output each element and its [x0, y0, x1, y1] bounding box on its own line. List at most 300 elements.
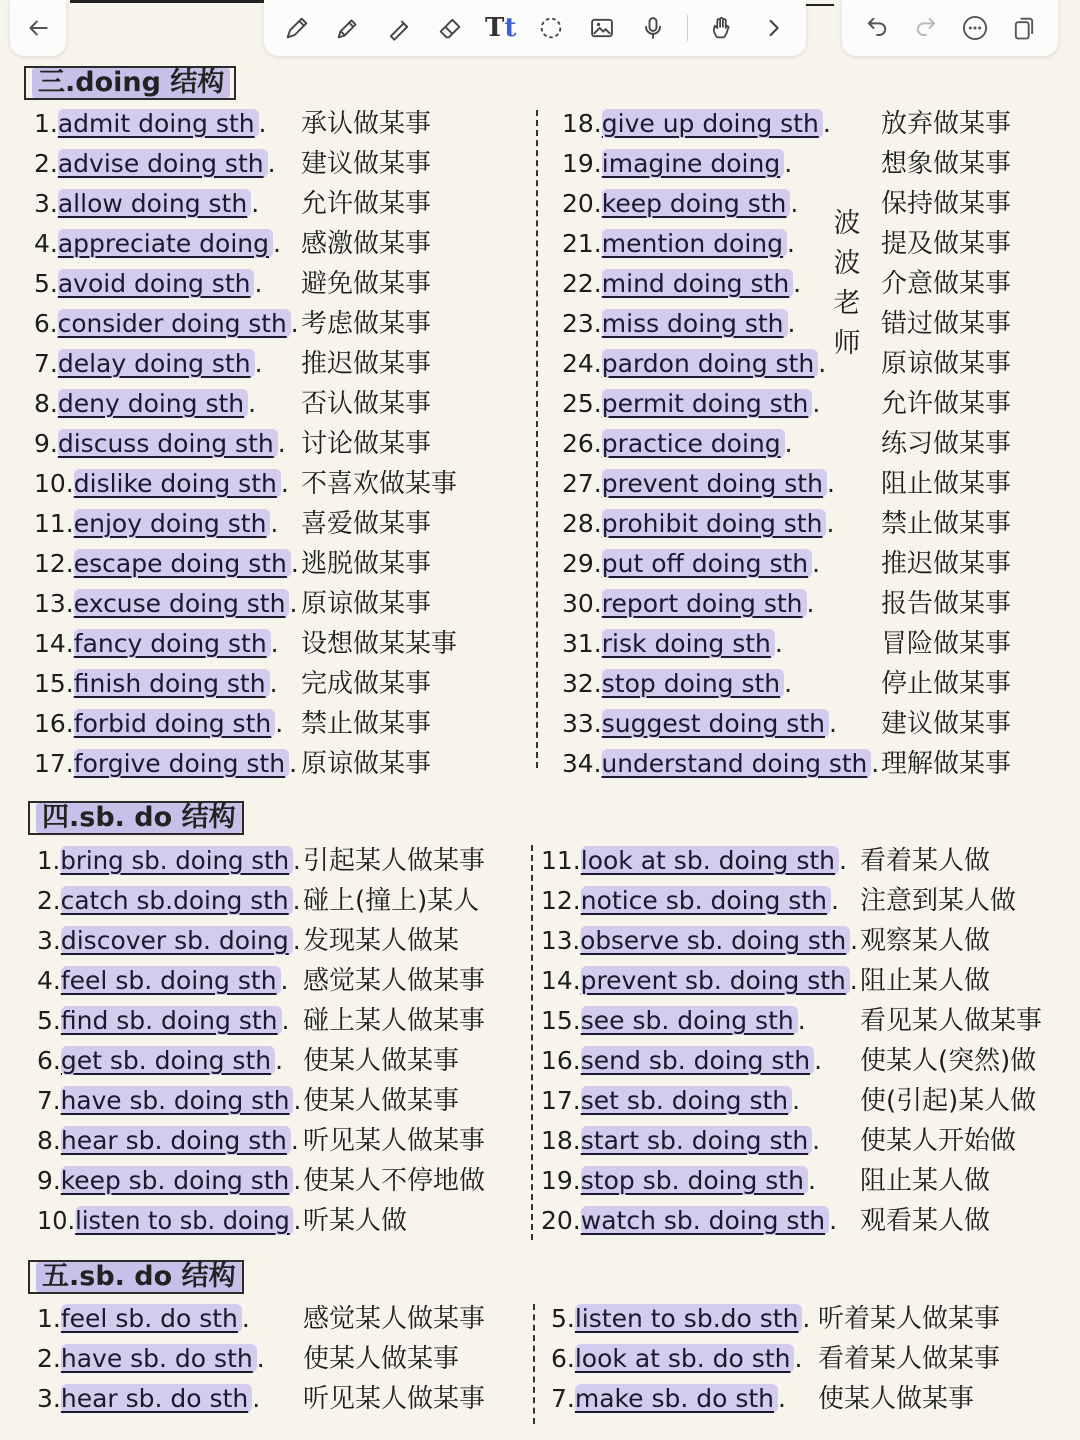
item-period: .	[807, 1166, 816, 1195]
list-item	[37, 1339, 265, 1379]
item-period: .	[289, 749, 298, 778]
item-number: 12.	[34, 549, 74, 578]
list-item	[562, 104, 831, 144]
item-number: 7.	[34, 349, 58, 378]
item-number: 6.	[551, 1344, 575, 1373]
item-meaning: 停止做某事	[881, 669, 1012, 699]
list-item	[37, 1201, 301, 1241]
item-number: 13.	[34, 589, 74, 618]
item-period: .	[778, 1384, 786, 1413]
item-period: .	[812, 1126, 821, 1155]
toolbar-separator	[687, 15, 688, 41]
item-phrase: discuss doing sth	[58, 429, 278, 458]
list-item	[551, 1379, 786, 1419]
item-phrase: have sb. doing sth	[61, 1086, 294, 1115]
item-period: .	[806, 589, 815, 618]
item-phrase: advise doing sth	[58, 149, 268, 178]
item-meaning: 逃脱做某事	[301, 549, 432, 579]
item-meaning: 介意做某事	[881, 269, 1012, 299]
item-period: .	[248, 389, 257, 418]
list-item	[37, 841, 301, 881]
list-item	[541, 1081, 800, 1121]
item-period: .	[774, 629, 783, 658]
item-meaning: 设想做某某事	[301, 629, 458, 659]
item-number: 11.	[34, 509, 74, 538]
item-phrase: mention doing	[602, 229, 787, 258]
item-meaning: 碰上某人做某事	[303, 1006, 486, 1036]
item-number: 26.	[562, 429, 602, 458]
item-period: .	[256, 1344, 265, 1373]
list-item	[34, 224, 281, 264]
item-number: 3.	[37, 926, 61, 955]
item-meaning: 报告做某事	[881, 589, 1012, 619]
item-period: .	[254, 349, 263, 378]
item-period: .	[829, 1206, 838, 1235]
list-item	[541, 841, 847, 881]
item-meaning: 感觉某人做某事	[303, 966, 486, 996]
item-phrase: prohibit doing sth	[602, 509, 827, 538]
item-number: 14.	[34, 629, 74, 658]
arrow-left-icon	[25, 15, 51, 41]
list-item	[34, 424, 286, 464]
list-item	[37, 1379, 260, 1419]
item-meaning: 建议做某事	[301, 149, 432, 179]
item-meaning: 原谅做某事	[881, 349, 1012, 379]
pen-icon	[283, 14, 311, 42]
note-char: 老	[833, 288, 861, 319]
item-period: .	[292, 926, 301, 955]
image-tool-button[interactable]	[585, 11, 619, 45]
item-period: .	[793, 269, 802, 298]
item-phrase: notice sb. doing sth	[581, 886, 831, 915]
item-phrase: avoid doing sth	[58, 269, 255, 298]
item-phrase: find sb. doing sth	[61, 1006, 282, 1035]
item-period: .	[280, 469, 289, 498]
item-meaning: 讨论做某事	[301, 429, 432, 459]
pages-icon	[1010, 14, 1038, 42]
item-period: .	[822, 109, 831, 138]
item-phrase: send sb. doing sth	[581, 1046, 814, 1075]
item-meaning: 允许做某事	[881, 389, 1012, 419]
undo-button[interactable]	[860, 11, 894, 45]
item-phrase: escape doing sth	[74, 549, 291, 578]
author-vertical-note	[832, 204, 862, 364]
item-number: 5.	[37, 1006, 61, 1035]
item-period: .	[293, 846, 301, 875]
item-meaning: 允许做某事	[301, 189, 432, 219]
hand-draw-tool-button[interactable]	[705, 11, 739, 45]
item-number: 6.	[34, 309, 58, 338]
item-number: 13.	[541, 926, 581, 955]
item-phrase: enjoy doing sth	[74, 509, 271, 538]
item-period: .	[790, 189, 799, 218]
list-item	[562, 424, 793, 464]
item-number: 7.	[551, 1384, 575, 1413]
note-char: 师	[833, 328, 861, 359]
highlighter-tool-button[interactable]	[382, 11, 416, 45]
item-meaning: 承认做某事	[301, 109, 432, 139]
item-number: 2.	[34, 149, 58, 178]
item-meaning: 碰上(撞上)某人	[303, 886, 480, 916]
item-period: .	[826, 509, 835, 538]
document-actions	[842, 0, 1058, 56]
list-item	[34, 544, 299, 584]
item-period: .	[784, 149, 793, 178]
item-phrase: have sb. do sth	[61, 1344, 257, 1373]
item-period: .	[289, 589, 298, 618]
list-item	[34, 744, 297, 784]
item-meaning: 使某人开始做	[860, 1126, 1017, 1156]
item-number: 1.	[34, 109, 58, 138]
item-phrase: practice doing	[602, 429, 785, 458]
item-number: 19.	[562, 149, 602, 178]
item-meaning: 完成做某事	[301, 669, 432, 699]
item-phrase: understand doing sth	[602, 749, 872, 778]
item-meaning: 使某人做某事	[303, 1046, 460, 1076]
item-number: 12.	[541, 886, 581, 915]
list-item	[562, 184, 798, 224]
back-button[interactable]	[10, 0, 66, 56]
item-period: .	[293, 1166, 302, 1195]
item-meaning: 听着某人做某事	[818, 1304, 1001, 1334]
list-item	[34, 104, 267, 144]
item-period: .	[828, 709, 837, 738]
pen-tool-button[interactable]	[280, 11, 314, 45]
column-divider	[536, 110, 538, 768]
list-item	[562, 744, 879, 784]
item-meaning: 看着某人做	[860, 846, 991, 876]
list-item	[562, 544, 820, 584]
item-number: 1.	[37, 1304, 61, 1333]
item-phrase: delay doing sth	[58, 349, 255, 378]
item-phrase: feel sb. doing sth	[61, 966, 281, 995]
item-period: .	[787, 229, 795, 258]
section-header-doing	[24, 66, 236, 100]
item-number: 8.	[37, 1126, 61, 1155]
item-period: .	[812, 549, 821, 578]
item-phrase: feel sb. do sth	[61, 1304, 242, 1333]
item-meaning: 喜爱做某事	[301, 509, 432, 539]
item-number: 19.	[541, 1166, 581, 1195]
list-item	[541, 881, 839, 921]
list-item	[562, 504, 834, 544]
hand-draw-icon	[708, 14, 736, 42]
item-number: 3.	[34, 189, 58, 218]
list-item	[34, 504, 278, 544]
item-meaning: 避免做某事	[301, 269, 432, 299]
column-divider	[533, 1304, 535, 1424]
item-period: .	[818, 349, 827, 378]
item-meaning: 发现某人做某	[303, 926, 460, 956]
item-phrase: dislike doing sth	[74, 469, 281, 498]
item-period: .	[270, 509, 279, 538]
item-meaning: 不喜欢做某事	[301, 469, 458, 499]
list-item	[541, 1201, 837, 1241]
eraser-icon	[436, 14, 464, 42]
item-phrase: mind doing sth	[602, 269, 793, 298]
list-item	[562, 624, 783, 664]
item-period: .	[254, 269, 263, 298]
item-number: 15.	[34, 669, 74, 698]
list-item	[562, 144, 792, 184]
item-number: 16.	[34, 709, 74, 738]
item-period: .	[293, 1086, 302, 1115]
list-item	[562, 664, 792, 704]
item-meaning: 想象做某事	[881, 149, 1012, 179]
item-meaning: 否认做某事	[301, 389, 432, 419]
pencil-tool-button[interactable]	[331, 11, 365, 45]
item-phrase: hear sb. doing sth	[61, 1126, 291, 1155]
item-number: 24.	[562, 349, 602, 378]
item-meaning: 使某人做某事	[303, 1086, 460, 1116]
item-period: .	[784, 669, 793, 698]
list-item	[541, 921, 858, 961]
image-icon	[588, 14, 616, 42]
item-meaning: 原谅做某事	[301, 589, 432, 619]
list-item	[37, 1041, 283, 1081]
item-period: .	[850, 926, 858, 955]
item-phrase: risk doing sth	[602, 629, 775, 658]
item-number: 14.	[541, 966, 581, 995]
item-number: 25.	[562, 389, 602, 418]
item-meaning: 阻止某人做	[860, 1166, 991, 1196]
text-style-tool-button[interactable]	[484, 11, 518, 45]
more-icon	[961, 14, 989, 42]
list-item	[541, 1161, 816, 1201]
note-char: 波	[833, 248, 861, 279]
item-number: 11.	[541, 846, 581, 875]
item-phrase: give up doing sth	[602, 109, 823, 138]
item-meaning: 练习做某事	[881, 429, 1012, 459]
redo-button[interactable]	[909, 11, 943, 45]
section-header-sb-do	[28, 1260, 244, 1294]
item-meaning: 考虑做某事	[301, 309, 432, 339]
item-phrase: permit doing sth	[602, 389, 813, 418]
list-item	[37, 1161, 301, 1201]
list-item	[34, 184, 259, 224]
item-number: 2.	[37, 886, 61, 915]
item-meaning: 提及做某事	[881, 229, 1012, 259]
item-phrase: start sb. doing sth	[581, 1126, 812, 1155]
item-phrase: see sb. doing sth	[581, 1006, 798, 1035]
item-meaning: 放弃做某事	[881, 109, 1012, 139]
item-period: .	[258, 109, 267, 138]
item-number: 10.	[34, 469, 74, 498]
section-header-sb-doing	[28, 801, 244, 835]
item-meaning: 听见某人做某事	[303, 1126, 486, 1156]
item-meaning: 听见某人做某事	[303, 1384, 486, 1414]
redo-icon	[912, 14, 940, 42]
item-period: .	[251, 189, 260, 218]
item-number: 20.	[562, 189, 602, 218]
item-number: 9.	[37, 1166, 61, 1195]
item-phrase: allow doing sth	[58, 189, 251, 218]
list-item	[562, 704, 837, 744]
list-item	[541, 961, 858, 1001]
item-period: .	[275, 1046, 284, 1075]
section-title: 四.sb. do 结构	[36, 803, 242, 833]
pages-button[interactable]	[1007, 11, 1041, 45]
list-item	[562, 304, 795, 344]
item-phrase: hear sb. do sth	[61, 1384, 252, 1413]
item-meaning: 观看某人做	[860, 1206, 991, 1236]
item-phrase: discover sb. doing	[61, 926, 293, 955]
item-phrase: make sb. do sth	[575, 1384, 778, 1413]
item-period: .	[290, 1126, 299, 1155]
list-item	[34, 144, 276, 184]
item-period: .	[826, 469, 835, 498]
item-phrase: listen to sb. doing	[75, 1206, 293, 1235]
list-item	[541, 1041, 822, 1081]
item-phrase: report doing sth	[602, 589, 807, 618]
item-meaning: 错过做某事	[881, 309, 1012, 339]
item-phrase: keep doing sth	[602, 189, 791, 218]
item-period: .	[794, 1344, 803, 1373]
chevron-right-icon	[759, 14, 787, 42]
item-period: .	[830, 886, 839, 915]
microphone-icon	[639, 14, 667, 42]
item-number: 34.	[562, 749, 602, 778]
list-item	[34, 624, 279, 664]
item-number: 7.	[37, 1086, 61, 1115]
item-phrase: prevent sb. doing sth	[581, 966, 850, 995]
text-style-icon: Tt	[484, 13, 517, 43]
more-options-button[interactable]	[958, 11, 992, 45]
item-meaning: 注意到某人做	[860, 886, 1017, 916]
undo-icon	[863, 14, 891, 42]
item-phrase: listen to sb.do sth	[575, 1304, 803, 1333]
item-period: .	[849, 966, 858, 995]
item-number: 2.	[37, 1344, 61, 1373]
item-period: .	[292, 886, 301, 915]
list-item	[37, 1081, 301, 1121]
item-period: .	[290, 309, 299, 338]
item-phrase: finish doing sth	[74, 669, 270, 698]
item-period: .	[871, 749, 880, 778]
item-period: .	[293, 1206, 302, 1235]
list-item	[34, 384, 256, 424]
item-number: 31.	[562, 629, 602, 658]
item-number: 32.	[562, 669, 602, 698]
list-item	[37, 1001, 289, 1041]
item-phrase: pardon doing sth	[602, 349, 818, 378]
microphone-tool-button[interactable]	[636, 11, 670, 45]
list-item	[34, 264, 262, 304]
item-period: .	[812, 389, 821, 418]
item-meaning: 阻止做某事	[881, 469, 1012, 499]
item-phrase: fancy doing sth	[74, 629, 271, 658]
item-meaning: 感激做某事	[301, 229, 432, 259]
list-item	[541, 1121, 820, 1161]
item-meaning: 推迟做某事	[881, 549, 1012, 579]
item-phrase: look at sb. doing sth	[581, 846, 839, 875]
item-meaning: 引起某人做某事	[303, 846, 486, 876]
item-period: .	[802, 1304, 811, 1333]
item-phrase: look at sb. do sth	[575, 1344, 795, 1373]
list-item	[34, 304, 299, 344]
section-title: 五.sb. do 结构	[36, 1262, 242, 1292]
item-meaning: 原谅做某事	[301, 749, 432, 779]
item-period: .	[797, 1006, 806, 1035]
item-period: .	[280, 966, 289, 995]
drawing-toolbar	[264, 0, 806, 56]
item-phrase: prevent doing sth	[602, 469, 827, 498]
list-item	[37, 1121, 299, 1161]
list-item	[37, 881, 301, 921]
item-number: 10.	[37, 1206, 76, 1235]
item-number: 21.	[562, 229, 602, 258]
item-meaning: 阻止某人做	[860, 966, 991, 996]
item-meaning: 使某人做某事	[303, 1344, 460, 1374]
item-meaning: 禁止做某事	[881, 509, 1012, 539]
item-phrase: imagine doing	[602, 149, 784, 178]
item-meaning: 使(引起)某人做	[860, 1086, 1037, 1116]
item-number: 23.	[562, 309, 602, 338]
item-number: 29.	[562, 549, 602, 578]
item-phrase: admit doing sth	[58, 109, 259, 138]
item-phrase: put off doing sth	[602, 549, 812, 578]
item-number: 5.	[34, 269, 58, 298]
item-period: .	[290, 549, 299, 578]
item-phrase: watch sb. doing sth	[581, 1206, 829, 1235]
item-phrase: catch sb.doing sth	[61, 886, 293, 915]
item-phrase: stop sb. doing sth	[581, 1166, 808, 1195]
item-period: .	[277, 429, 286, 458]
item-number: 8.	[34, 389, 58, 418]
eraser-tool-button[interactable]	[433, 11, 467, 45]
item-period: .	[839, 846, 847, 875]
list-item	[551, 1299, 810, 1339]
item-period: .	[814, 1046, 823, 1075]
lasso-tool-button[interactable]	[534, 11, 568, 45]
item-meaning: 看见某人做某事	[860, 1006, 1043, 1036]
column-divider	[531, 845, 533, 1240]
item-number: 28.	[562, 509, 602, 538]
item-number: 1.	[37, 846, 61, 875]
item-meaning: 理解做某事	[881, 749, 1012, 779]
item-meaning: 观察某人做	[860, 926, 991, 956]
item-period: .	[275, 709, 284, 738]
list-item	[34, 584, 297, 624]
item-period: .	[784, 429, 793, 458]
section-title: 三.doing 结构	[32, 68, 230, 98]
item-number: 20.	[541, 1206, 581, 1235]
item-period: .	[270, 629, 279, 658]
item-phrase: bring sb. doing sth	[60, 846, 293, 875]
more-tools-button[interactable]	[756, 11, 790, 45]
item-period: .	[787, 309, 796, 338]
list-item	[34, 704, 283, 744]
list-item	[34, 344, 263, 384]
item-phrase: suggest doing sth	[602, 709, 829, 738]
item-phrase: keep sb. doing sth	[61, 1166, 294, 1195]
item-number: 27.	[562, 469, 602, 498]
list-item	[562, 224, 795, 264]
pencil-icon	[334, 14, 362, 42]
item-meaning: 推迟做某事	[301, 349, 432, 379]
item-number: 17.	[541, 1086, 581, 1115]
item-number: 22.	[562, 269, 602, 298]
item-period: .	[792, 1086, 801, 1115]
list-item	[37, 921, 301, 961]
highlighter-icon	[385, 14, 413, 42]
item-number: 6.	[37, 1046, 61, 1075]
item-period: .	[267, 149, 276, 178]
item-meaning: 看着某人做某事	[818, 1344, 1001, 1374]
item-phrase: deny doing sth	[58, 389, 248, 418]
item-phrase: set sb. doing sth	[581, 1086, 792, 1115]
list-item	[562, 384, 820, 424]
